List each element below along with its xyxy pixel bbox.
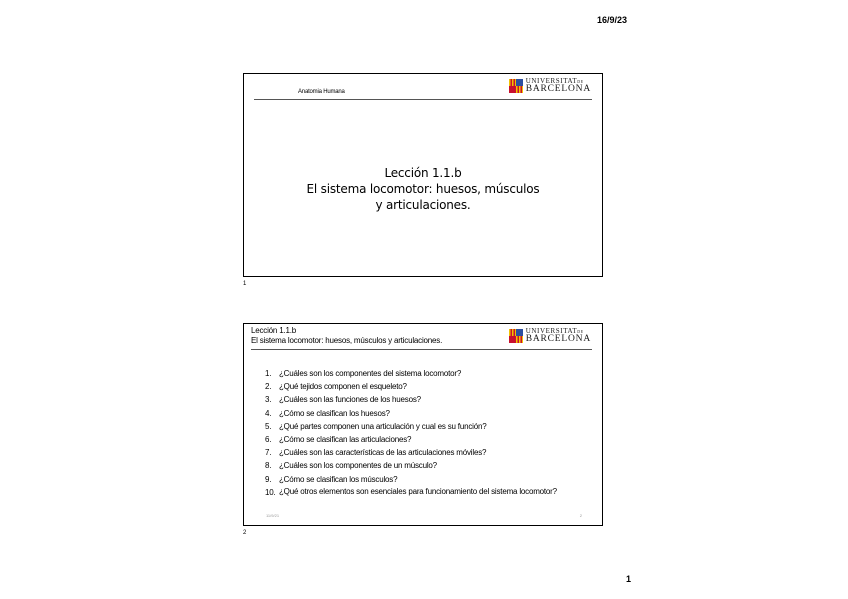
list-item: 8. ¿Cuáles son los componentes de un músculo? bbox=[265, 461, 437, 471]
coat-of-arms-icon bbox=[509, 329, 523, 344]
logo-text-line2: BARCELONA bbox=[525, 84, 591, 94]
list-item: 9. ¿Cómo se clasifican los músculos? bbox=[265, 474, 398, 484]
slide-2 bbox=[243, 323, 603, 526]
slide-2-number: 2 bbox=[243, 530, 247, 536]
list-item: 5. ¿Qué partes componen una articulación y cual es su función? bbox=[265, 421, 487, 431]
slide-title bbox=[244, 165, 602, 213]
list-item: 10. ¿Qué otros elementos son esenciales para funcionamiento del sistema locomotor? bbox=[265, 487, 557, 497]
title-line: El sistema locomotor: huesos, músculos bbox=[306, 182, 540, 196]
list-item: 2. ¿Qué tejidos componen el esqueleto? bbox=[265, 382, 407, 392]
slide-header bbox=[251, 326, 442, 346]
list-item: 6. ¿Cómo se clasifican las articulaciones? bbox=[265, 435, 412, 445]
document-date: 16/9/23 bbox=[597, 15, 628, 25]
header-divider bbox=[254, 99, 592, 100]
logo-text-suffix: DE bbox=[577, 329, 584, 334]
logo-text-line1: UNIVERSITAT bbox=[525, 327, 578, 335]
coat-of-arms-icon bbox=[509, 79, 523, 94]
slide-header: Anatomia Humana bbox=[298, 89, 345, 95]
slide-footer-number: 2 bbox=[579, 513, 582, 518]
list-item: 7. ¿Cuáles son las características de las articulaciones móviles? bbox=[265, 448, 487, 458]
question-list bbox=[265, 367, 579, 499]
list-item: 4. ¿Cómo se clasifican los huesos? bbox=[265, 408, 390, 418]
header-divider bbox=[251, 349, 592, 350]
header-line: El sistema locomotor: huesos, músculos y articulaciones. bbox=[251, 336, 443, 345]
page-number: 1 bbox=[626, 574, 632, 584]
logo-text-suffix: DE bbox=[577, 79, 584, 84]
slide-1-number: 1 bbox=[243, 281, 247, 287]
university-logo bbox=[509, 78, 591, 95]
logo-text-line1: UNIVERSITAT bbox=[525, 77, 578, 85]
title-line: Lección 1.1.b bbox=[384, 166, 462, 180]
header-line: Lección 1.1.b bbox=[251, 326, 296, 335]
list-item: 3. ¿Cuáles son las funciones de los huesos? bbox=[265, 395, 421, 405]
slide-footer-date: 11/9/21 bbox=[266, 513, 280, 518]
title-line: y articulaciones. bbox=[375, 198, 471, 212]
logo-text-line2: BARCELONA bbox=[525, 334, 591, 344]
slide-1 bbox=[243, 73, 603, 277]
list-item: 1. ¿Cuáles son los componentes del sistema locomotor? bbox=[265, 369, 462, 378]
university-logo bbox=[509, 328, 591, 345]
